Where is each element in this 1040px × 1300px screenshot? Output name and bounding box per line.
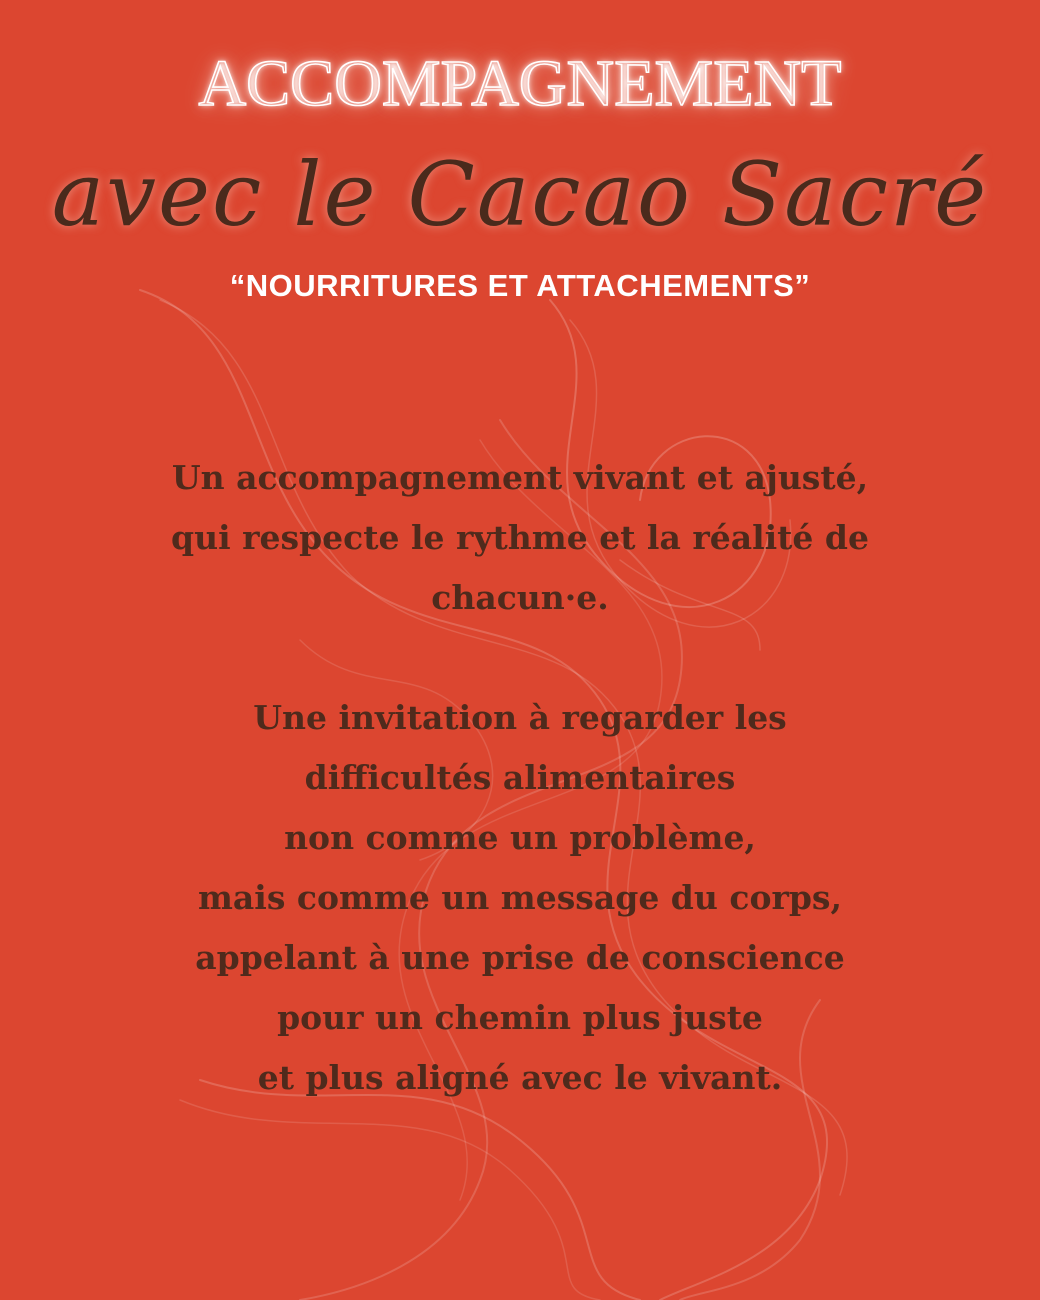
- paragraph-1-line: qui respecte le rythme et la réalité de: [171, 518, 869, 557]
- body-text: [60, 448, 980, 1108]
- paragraph-2-line: mais comme un message du corps,: [198, 878, 842, 917]
- paragraph-1-line: chacun·e.: [431, 578, 609, 617]
- paragraph-2-line: Une invitation à regarder les: [253, 698, 787, 737]
- main-title: ACCOMPAGNEMENT: [198, 47, 842, 120]
- script-title: avec le Cacao Sacré: [51, 143, 989, 246]
- paragraph-2-line: et plus aligné avec le vivant.: [257, 1058, 783, 1097]
- paragraph-2-line: difficultés alimentaires: [304, 758, 736, 797]
- paragraph-gap: [60, 628, 980, 688]
- paragraph-2-line: appelant à une prise de conscience: [195, 938, 845, 977]
- paragraph-1-line: Un accompagnement vivant et ajusté,: [171, 458, 869, 497]
- paragraph-2-line: pour un chemin plus juste: [277, 998, 763, 1037]
- subtitle: “NOURRITURES ET ATTACHEMENTS”: [229, 268, 811, 303]
- paragraph-2-line: non comme un problème,: [284, 818, 756, 857]
